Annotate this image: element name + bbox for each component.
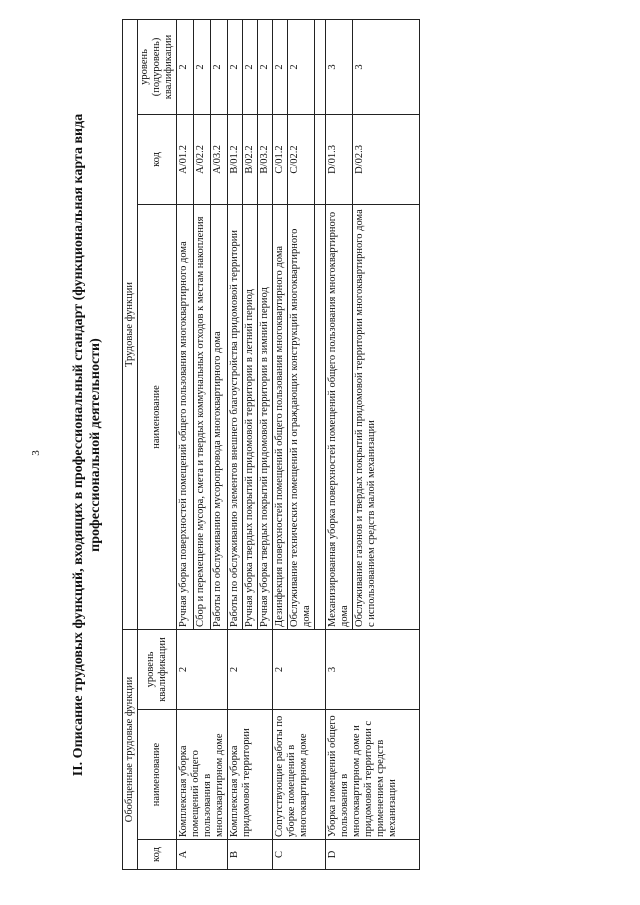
function-name: Работы по обслуживанию мусоропровода многоквартирного дома [211,204,228,629]
group-name: Сопутствующие работы по уборке помещений в многоквартирном доме [273,710,326,840]
code-header: код [138,840,177,870]
labor-functions-header: Трудовые функции [123,19,138,629]
heading-line-2: профессиональной деятельности) [88,338,103,552]
name-header: наименование [138,710,177,840]
function-code: B/01.2 [228,114,243,204]
group-level: 2 [273,629,326,709]
table-row [177,19,194,869]
section-heading [52,20,122,870]
function-level: 2 [243,19,258,114]
function-code: C/01.2 [273,114,288,204]
group-code: A [177,840,228,870]
function-name: Сбор и перемещение мусора, смета и твердых коммунальных отходов к местам накопления [194,204,211,629]
function-code-header: код [138,114,177,204]
function-name: Обслуживание технических помещений и ограждающих конструкций многоквартирного дома [288,204,315,629]
heading-line-1: II. Описание трудовых функций, входящих в профессиональный стандарт (функциональная карта вида [71,113,86,777]
function-code: D/02.3 [353,114,420,204]
function-level: 2 [288,19,315,114]
group-code: C [273,840,326,870]
function-code: B/03.2 [258,114,273,204]
function-code: B/02.2 [243,114,258,204]
function-level: 2 [258,19,273,114]
function-name-header: наименование [138,204,177,629]
group-code: D [326,840,420,870]
function-code: C/02.2 [288,114,315,204]
function-code: A/01.2 [177,114,194,204]
table-row [326,19,353,869]
table-row [273,19,288,869]
functional-map-table [122,19,420,870]
level-header: уровень квалификации [138,629,177,709]
group-code: B [228,840,273,870]
rotated-page-content [52,20,612,870]
function-name: Работы по обслуживанию элементов внешнего благоустройства придомовой территории [228,204,243,629]
group-name: Комплексная уборка помещений общего пользования в многоквартирном доме [177,710,228,840]
function-name: Дезинфекция поверхностей помещений общего пользования многоквартирного дома [273,204,288,629]
function-level: 2 [211,19,228,114]
group-name: Комплексная уборка придомовой территории [228,710,273,840]
blank-cell [315,114,326,204]
group-level: 2 [228,629,273,709]
function-level: 2 [273,19,288,114]
function-name: Обслуживание газонов и твердых покрытий придомовой территории многоквартирного дома с использованием средств малой механизации [353,204,420,629]
function-level: 2 [177,19,194,114]
function-level: 3 [326,19,353,114]
group-level: 3 [326,629,420,709]
sublevel-header: уровень (подуровень) квалификации [138,19,177,114]
function-code: D/01.3 [326,114,353,204]
group-level: 2 [177,629,228,709]
function-code: A/03.2 [211,114,228,204]
function-level: 2 [194,19,211,114]
function-name: Ручная уборка твердых покрытий придомовой территории в зимний период [258,204,273,629]
function-level: 3 [353,19,420,114]
header-row-1 [123,19,138,869]
blank-cell [315,19,326,114]
table-row [228,19,243,869]
blank-cell [315,204,326,629]
function-name: Механизированная уборка поверхностей помещений общего пользования многоквартирного дома [326,204,353,629]
function-code: A/02.2 [194,114,211,204]
function-name: Ручная уборка твердых покрытий придомовой территории в летний период [243,204,258,629]
function-name: Ручная уборка поверхностей помещений общего пользования многоквартирного дома [177,204,194,629]
generalized-functions-header: Обобщенные трудовые функции [123,629,138,869]
function-level: 2 [228,19,243,114]
group-name: Уборка помещений общего пользования в многоквартирном доме и придомовой территории с применением средств механизации [326,710,420,840]
header-row-2 [138,19,177,869]
page-number: 3 [30,450,42,456]
